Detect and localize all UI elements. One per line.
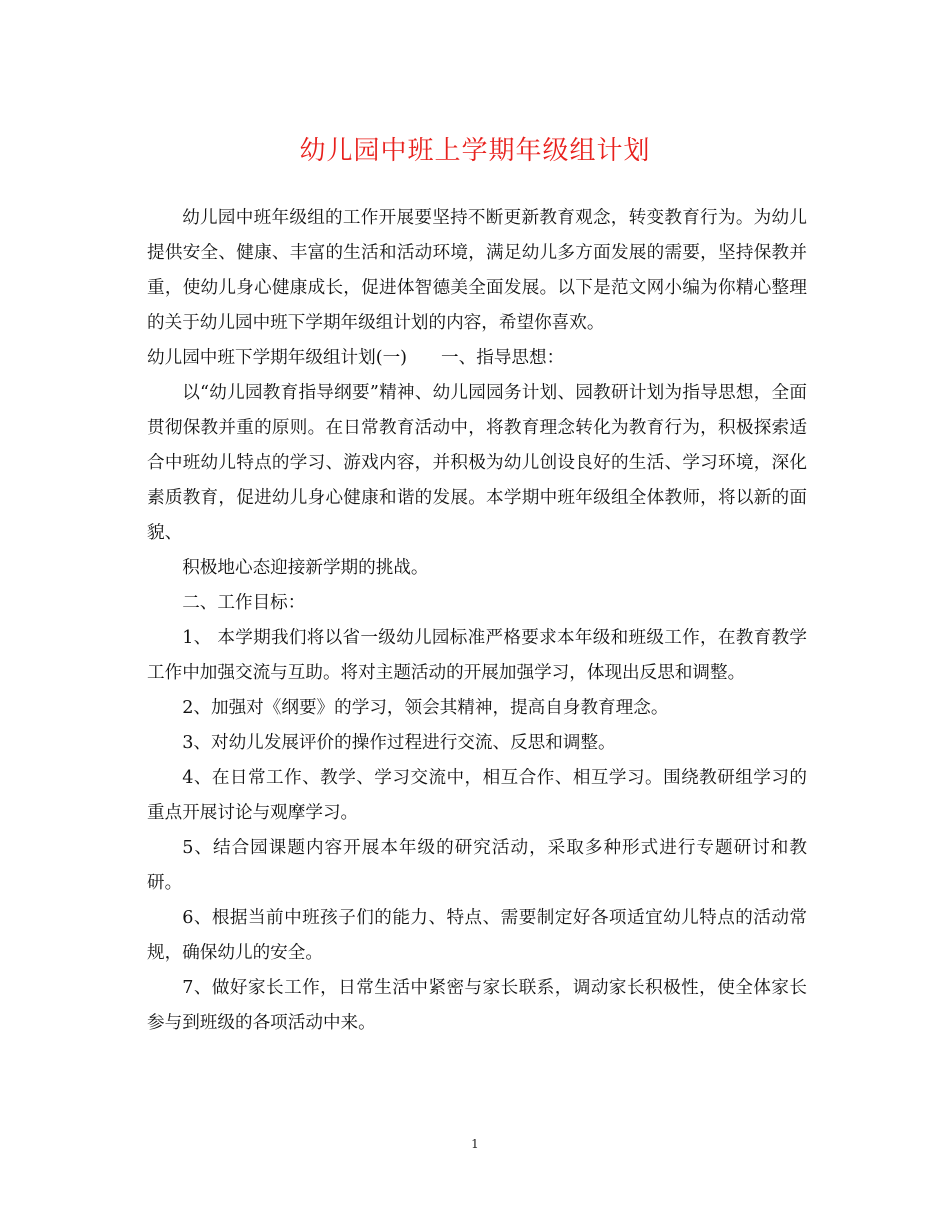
plan-heading: 幼儿园中班下学期年级组计划(一) bbox=[147, 348, 408, 368]
section1-paragraph: 以“幼儿园教育指导纲要”精神、幼儿园园务计划、园教研计划为指导思想，全面贯彻保教并重的原则。在日常教育活动中，将教育理念转化为教育行为，积极探索适合中班幼儿特点的学习、游戏内容，并积极为幼儿创设良好的生活、学习环境，深化素质教育，促进幼儿身心健康和谐的发展。本学期中班年级组全体教师，将以新的面貌、 bbox=[147, 383, 807, 543]
goal-item-6: 6、根据当前中班孩子们的能力、特点、需要制定好各项适宜幼儿特点的活动常规，确保幼儿的安全。 bbox=[147, 908, 807, 963]
goal-item-2: 2、加强对《纲要》的学习，领会其精神，提高自身教育理念。 bbox=[182, 698, 669, 718]
document-body bbox=[147, 201, 807, 1041]
goal-item-5: 5、结合园课题内容开展本年级的研究活动，采取多种形式进行专题研讨和教研。 bbox=[147, 838, 807, 893]
goal-item-1: 1、 本学期我们将以省一级幼儿园标准严格要求本年级和班级工作，在教育教学工作中加强交流与互助。将对主题活动的开展加强学习，体现出反思和调整。 bbox=[147, 628, 807, 683]
section1-heading: 一、指导思想： bbox=[441, 348, 565, 368]
plan-heading-row bbox=[147, 341, 807, 376]
page-number: 1 bbox=[471, 1137, 479, 1151]
goal-item-7: 7、做好家长工作，日常生活中紧密与家长联系，调动家长积极性，使全体家长参与到班级的各项活动中来。 bbox=[147, 978, 807, 1033]
goal-item-3: 3、对幼儿发展评价的操作过程进行交流、反思和调整。 bbox=[182, 733, 616, 753]
document-title: 幼儿园中班上学期年级组计划 bbox=[299, 136, 651, 166]
section2-heading: 二、工作目标： bbox=[182, 593, 306, 613]
intro-paragraph: 幼儿园中班年级组的工作开展要坚持不断更新教育观念，转变教育行为。为幼儿提供安全、健康、丰富的生活和活动环境，满足幼儿多方面发展的需要，坚持保教并重，使幼儿身心健康成长，促进体智德美全面发展。以下是范文网小编为你精心整理的关于幼儿园中班下学期年级组计划的内容，希望你喜欢。 bbox=[147, 208, 807, 333]
goal-item-4: 4、在日常工作、教学、学习交流中，相互合作、相互学习。围绕教研组学习的重点开展讨论与观摩学习。 bbox=[147, 768, 807, 823]
section1-continuation: 积极地心态迎接新学期的挑战。 bbox=[182, 558, 429, 578]
